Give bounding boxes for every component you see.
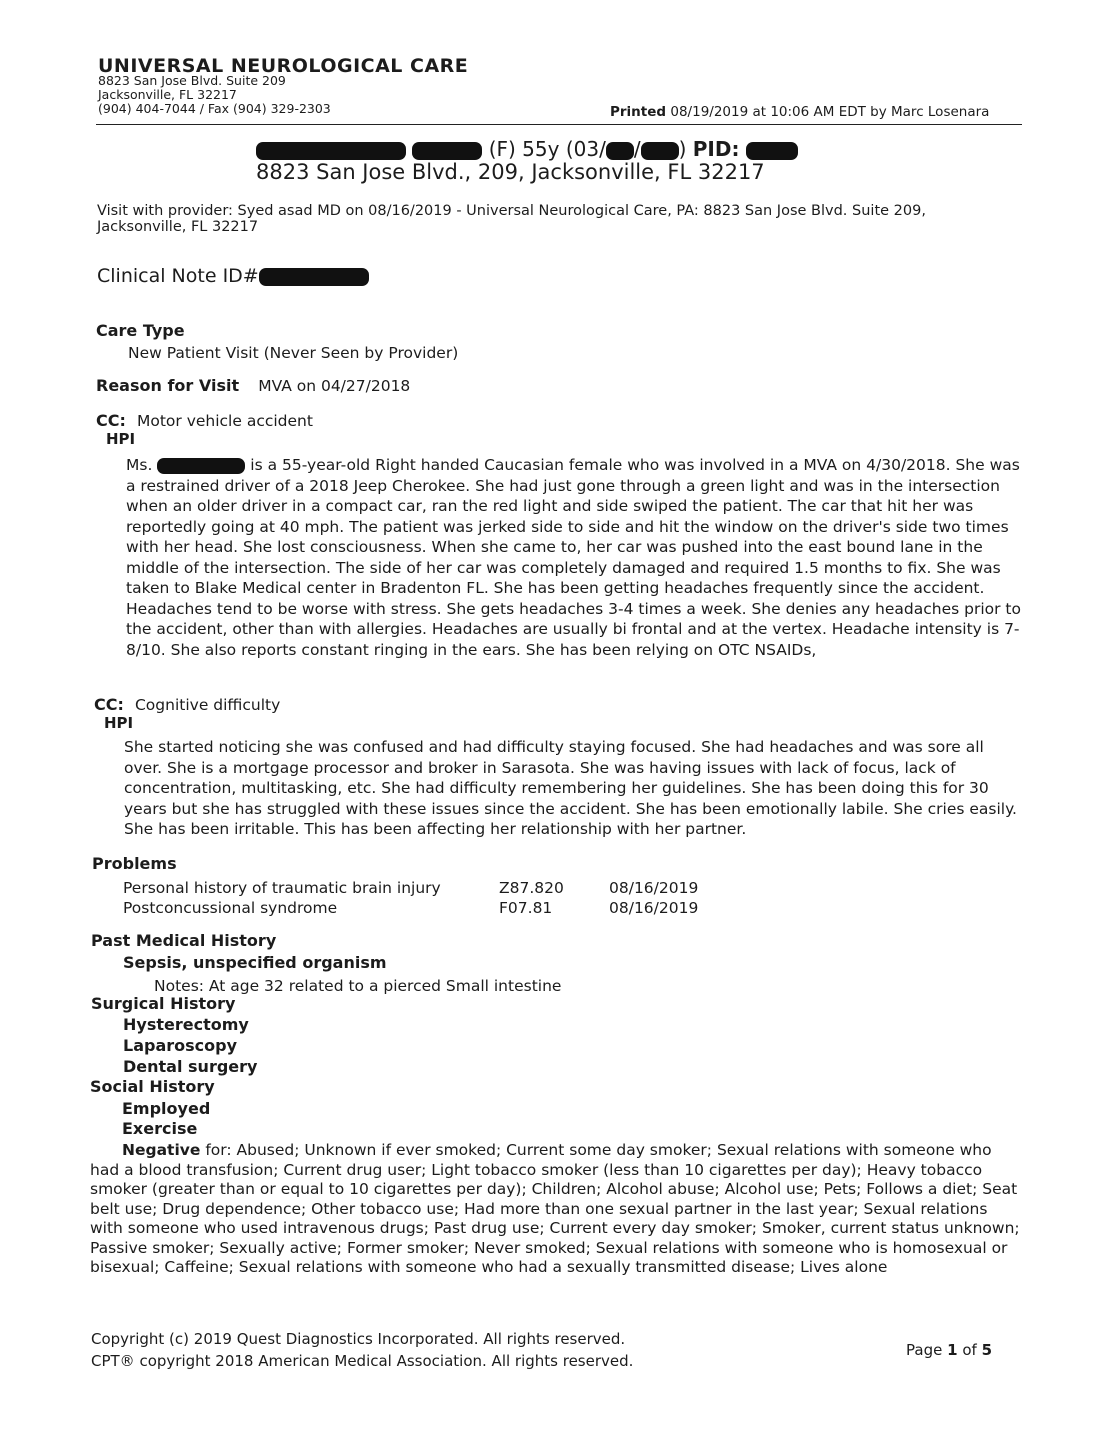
patient-address: 8823 San Jose Blvd., 209, Jacksonville, FL 32217 [256, 160, 765, 184]
problem-name: Postconcussional syndrome [123, 899, 338, 917]
cc-motor-vehicle [96, 411, 313, 430]
hpi-paragraph: She started noticing she was confused and had difficulty staying focused. She had headaches and was sore all over. She is a mortgage processor and broker in Sarasota. She was having issues with lack of focus, lack of concentration, multitasking, etc. She had difficulty remembering her guidelines. She has been doing this for 30 years but she has struggled with these issues since the accident. She has been emotionally labile. She cries easily. She has been irritable. This has been affecting her relationship with her partner. [124, 738, 1017, 838]
cc-cognitive [94, 695, 280, 714]
page-total: 5 [981, 1341, 993, 1359]
redacted-dob [606, 142, 634, 160]
hpi-label: HPI [106, 430, 136, 448]
problem-date: 08/16/2019 [609, 879, 699, 897]
page-label: Page [906, 1341, 943, 1359]
reason-for-visit [96, 376, 410, 395]
surgical-item: Laparoscopy [123, 1036, 238, 1055]
visit-line: Visit with provider: Syed asad MD on 08/16/2019 - Universal Neurological Care, PA: 8823 San Jose Blvd. Suite 209, Jacksonville, FL 32217 [97, 203, 926, 235]
problem-date: 08/16/2019 [609, 899, 699, 917]
printed-label: Printed [610, 104, 667, 120]
note-id-label: Clinical Note ID# [97, 265, 259, 287]
surgical-item: Hysterectomy [123, 1015, 249, 1034]
org-phone: (904) 404-7044 / Fax (904) 329-2303 [98, 101, 331, 116]
copyright-line: Copyright (c) 2019 Quest Diagnostics Incorporated. All rights reserved. [91, 1330, 626, 1348]
page-of: of [962, 1341, 977, 1359]
care-type-value: New Patient Visit (Never Seen by Provider) [128, 344, 459, 362]
cc-value: Motor vehicle accident [136, 412, 313, 430]
patient-dob-close: ) [678, 137, 687, 161]
problem-row [123, 899, 723, 919]
redacted-note-id [259, 268, 369, 286]
cc-value: Cognitive difficulty [134, 696, 281, 714]
page-current: 1 [947, 1341, 958, 1359]
negative-text: for: Abused; Unknown if ever smoked; Current some day smoker; Sexual relations with someone who had a blood transfusion; Current drug user; Light tobacco smoker (less than 10 cigarettes per day); Heavy tobacco smoker (greater than or equal to 10 cigarettes per day); Children; Alcohol abuse; Alcohol use; Pets; Follows a diet; Seat belt use; Drug dependence; Other tobacco use; Had more than one sexual partner in the last year; Sexual relations with someone who used intravenous drugs; Past drug use; Current every day smoker; Smoker, current status unknown; Passive smoker; Sexually active; Former smoker; Never smoked; Sexual relations with someone who is homosexual or bisexual; Caffeine; Sexual relations with someone who had a sexually transmitted disease; Lives alone [90, 1141, 1020, 1276]
hpi-text: is a 55-year-old Right handed Caucasian female who was involved in a MVA on 4/30/2018. She was a restrained driver of a 2018 Jeep Cherokee. She had just gone through a green light and was in the intersection when an older driver in a compact car, ran the red light and side swiped the patient. The car that hit her was reportedly going at 40 mph. The patient was jerked side to side and hit the window on the driver's side two times with her head. She lost consciousness. When she came to, her car was pushed into the east bound lane in the middle of the intersection. The side of her car was completely damaged and required 1.5 months to fix. She was taken to Blake Medical center in Bradenton FL. She has been getting headaches frequently since the accident. Headaches tend to be worse with stress. She gets headaches 3-4 times a week. She denies any headaches prior to the accident, other than with allergies. Headaches are usually bi frontal and at the vertex. Headache intensity is 7-8/10. She also reports constant ringing in the ears. She has been relying on OTC NSAIDs, [126, 456, 1021, 659]
reason-value: MVA on 04/27/2018 [258, 377, 411, 395]
header-divider [96, 124, 1022, 125]
redacted-dob [641, 142, 679, 160]
problem-name: Personal history of traumatic brain injury [123, 879, 441, 897]
surgical-item: Dental surgery [123, 1057, 258, 1076]
patient-line: (F) 55y (03/ / ) PID: [256, 137, 798, 161]
pid-label: PID: [692, 137, 740, 161]
pmh-item: Sepsis, unspecified organism [123, 953, 387, 972]
redacted-name [256, 142, 406, 160]
printed-stamp [610, 104, 989, 120]
reason-label: Reason for Visit [96, 376, 240, 395]
cc-label: CC: [94, 695, 124, 714]
printed-value: 08/19/2019 at 10:06 AM EDT by Marc Losenara [670, 104, 990, 120]
org-name: UNIVERSAL NEUROLOGICAL CARE [98, 55, 469, 77]
surgical-heading: Surgical History [91, 994, 236, 1013]
social-heading: Social History [90, 1077, 215, 1096]
redacted-pid [746, 142, 798, 160]
social-negative [90, 1141, 1020, 1278]
patient-sex-age: (F) 55y (03/ [488, 137, 606, 161]
redacted-name [157, 458, 245, 474]
copyright-line: CPT® copyright 2018 American Medical Association. All rights reserved. [91, 1352, 634, 1370]
cc-label: CC: [96, 411, 126, 430]
problem-row [123, 879, 723, 899]
negative-label: Negative [122, 1141, 201, 1159]
org-address-line2: Jacksonville, FL 32217 [98, 87, 237, 102]
pmh-notes: Notes: At age 32 related to a pierced Small intestine [154, 977, 562, 995]
page-number [906, 1341, 992, 1359]
redacted-name [412, 142, 482, 160]
clinical-note-id [97, 265, 369, 287]
hpi-label: HPI [104, 714, 134, 732]
care-type-heading: Care Type [96, 321, 185, 340]
hpi-paragraph [126, 455, 1026, 660]
hpi-prefix: Ms. [126, 456, 153, 474]
problem-code: F07.81 [499, 899, 553, 917]
org-address-line1: 8823 San Jose Blvd. Suite 209 [98, 73, 286, 88]
problem-code: Z87.820 [499, 879, 564, 897]
pmh-heading: Past Medical History [91, 931, 277, 950]
social-item: Exercise [122, 1119, 198, 1138]
social-item: Employed [122, 1099, 211, 1118]
problems-heading: Problems [92, 854, 177, 873]
